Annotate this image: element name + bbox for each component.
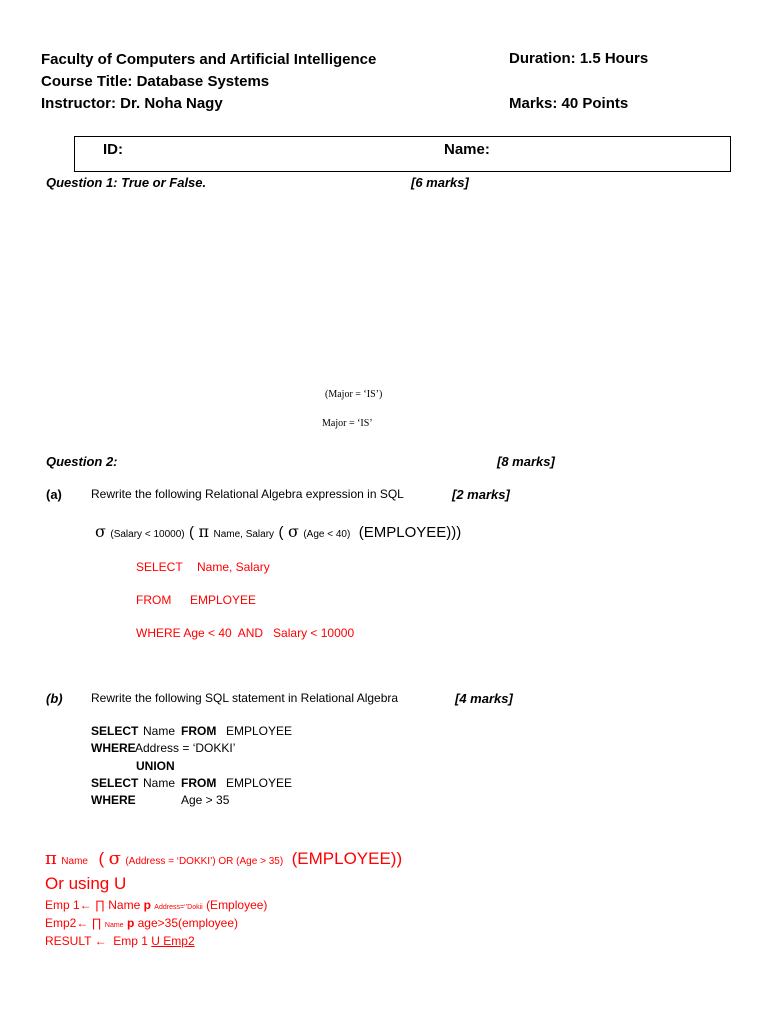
q1-fragment-1: (Major = ‘IS’)	[325, 389, 383, 400]
faculty-title: Faculty of Computers and Artificial Intelligence	[41, 51, 377, 68]
q2a-label: (a)	[46, 487, 62, 502]
emp1-p: p	[143, 898, 151, 912]
sql-where-cond: Age > 35	[181, 793, 230, 807]
sql-table: EMPLOYEE	[226, 776, 293, 790]
sql-select-kw: SELECT	[91, 776, 139, 790]
expr-relation: (EMPLOYEE)))	[358, 524, 462, 541]
q1-marks: [6 marks]	[411, 175, 469, 190]
ans-where: WHERE Age < 40 AND Salary < 10000	[136, 626, 355, 640]
result-lhs: RESULT ← Emp 1	[45, 934, 148, 948]
course-title: Course Title: Database Systems	[41, 73, 270, 90]
sql-col: Name	[143, 776, 176, 790]
q1-fragment-2: Major = ‘IS’	[322, 418, 373, 429]
emp2-sub: Name	[104, 922, 124, 929]
emp1-sub: Address=‘’Dokii	[154, 904, 203, 911]
q2a-marks: [2 marks]	[452, 487, 510, 502]
sql-where-kw: WHERE	[91, 741, 136, 755]
sql-select-kw: SELECT	[91, 724, 139, 738]
q2a-expression	[95, 522, 461, 544]
ans-select-kw: SELECT	[136, 560, 183, 574]
sql-col: Name	[143, 724, 176, 738]
duration: Duration: 1.5 Hours	[509, 50, 649, 67]
sigma-symbol: σ	[287, 522, 299, 541]
ans-from-table: EMPLOYEE	[190, 593, 257, 607]
ra-cond: (Address = ‘DOKKI’) OR (Age > 35)	[125, 856, 284, 867]
sql-from-kw: FROM	[181, 776, 217, 790]
ra-relation: (EMPLOYEE))	[291, 849, 403, 868]
emp1-rel: (Employee)	[206, 898, 268, 912]
ans-from-kw: FROM	[136, 593, 172, 607]
ra-pi-sub: Name	[61, 856, 88, 867]
expr-paren-1: (	[189, 524, 195, 541]
total-marks: Marks: 40 Points	[509, 95, 629, 112]
sql-where-cond: Address = ‘DOKKI’	[135, 741, 236, 755]
q2-title: Question 2:	[46, 454, 118, 469]
pi-symbol: π	[45, 848, 57, 869]
q2-marks: [8 marks]	[497, 454, 555, 469]
expr-cond-1: (Salary < 10000)	[110, 529, 185, 540]
name-label: Name:	[444, 141, 490, 158]
ra-emp1	[45, 898, 267, 912]
sql-table: EMPLOYEE	[226, 724, 293, 738]
emp2-lhs: Emp2← ∏	[45, 916, 102, 930]
emp1-lhs: Emp 1← ∏ Name	[45, 898, 141, 912]
sql-where-kw: WHERE	[91, 793, 136, 807]
emp2-p: p	[126, 916, 135, 930]
q2b-marks: [4 marks]	[455, 691, 513, 706]
ra-result	[45, 934, 195, 948]
result-union: U Emp2	[151, 934, 195, 948]
ra-paren: (	[98, 849, 105, 868]
expr-cond-2: (Age < 40)	[303, 529, 351, 540]
pi-symbol: π	[198, 522, 210, 541]
ra-emp2	[45, 916, 238, 930]
ra-answer	[45, 848, 402, 872]
id-name-box[interactable]	[74, 136, 731, 172]
expr-attrs: Name, Salary	[213, 529, 275, 540]
ans-select-cols: Name, Salary	[197, 560, 270, 574]
q2a-prompt: Rewrite the following Relational Algebra expression in SQL	[91, 487, 404, 501]
instructor: Instructor: Dr. Noha Nagy	[41, 95, 223, 112]
q1-title: Question 1: True or False.	[46, 175, 207, 190]
q2b-prompt: Rewrite the following SQL statement in Relational Algebra	[91, 691, 399, 705]
ra-alternative: Or using U	[45, 874, 127, 893]
sigma-symbol: σ	[95, 522, 106, 541]
sigma-symbol: σ	[108, 848, 121, 869]
q2b-label: (b)	[46, 691, 63, 706]
emp2-rest: age>35(employee)	[137, 916, 239, 930]
expr-paren-2: (	[278, 524, 284, 541]
sql-from-kw: FROM	[181, 724, 217, 738]
sql-union-kw: UNION	[136, 759, 175, 773]
id-label: ID:	[103, 141, 123, 158]
